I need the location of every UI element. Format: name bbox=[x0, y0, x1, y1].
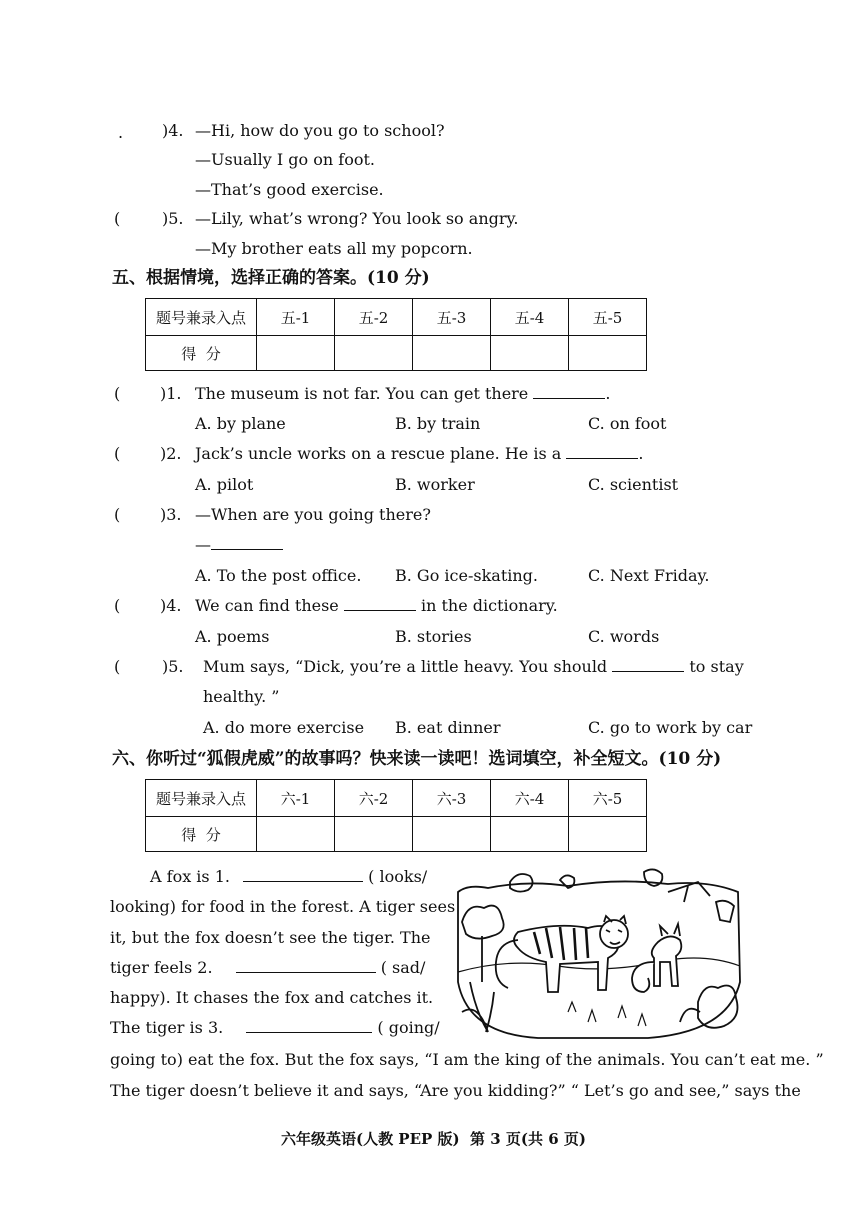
answer-blank[interactable] bbox=[243, 867, 363, 882]
score-table bbox=[145, 298, 647, 371]
option-b: B. Go ice-skating. bbox=[395, 566, 539, 585]
dialogue-line: —My brother eats all my popcorn. bbox=[195, 239, 473, 258]
score-cell[interactable] bbox=[491, 336, 569, 371]
table-header-label: 题号兼录入点 bbox=[146, 299, 257, 336]
option-c: C. on foot bbox=[588, 414, 667, 433]
score-cell[interactable] bbox=[569, 817, 647, 852]
answer-blank[interactable] bbox=[344, 596, 416, 611]
question-stem: Jack’s uncle works on a rescue plane. He is a . bbox=[195, 444, 644, 463]
answer-paren: ( bbox=[114, 657, 121, 676]
score-cell[interactable] bbox=[335, 817, 413, 852]
question-stem: Mum says, “Dick, you’re a little heavy. You should to stay bbox=[203, 657, 744, 676]
section-heading: 五、根据情境，选择正确的答案。(10 分) bbox=[112, 268, 430, 288]
table-col: 五-5 bbox=[569, 299, 647, 336]
passage-line: The tiger is 3. ( going/ bbox=[110, 1018, 440, 1037]
passage-line: tiger feels 2. ( sad/ bbox=[110, 958, 426, 977]
passage-line: looking) for food in the forest. A tiger sees bbox=[110, 897, 456, 916]
option-b: B. worker bbox=[395, 475, 475, 494]
score-table bbox=[145, 779, 647, 852]
score-cell[interactable] bbox=[413, 336, 491, 371]
table-col: 五-4 bbox=[491, 299, 569, 336]
table-col: 六-5 bbox=[569, 780, 647, 817]
dialogue-line: —Usually I go on foot. bbox=[195, 150, 375, 169]
question-stem: —When are you going there? bbox=[195, 505, 431, 524]
answer-paren: ( bbox=[114, 444, 121, 463]
answer-paren: ( bbox=[114, 505, 121, 524]
question-number: )4. bbox=[162, 121, 184, 140]
answer-paren: ( bbox=[114, 209, 121, 228]
option-b: B. by train bbox=[395, 414, 481, 433]
score-cell[interactable] bbox=[335, 336, 413, 371]
dialogue-line: —That’s good exercise. bbox=[195, 180, 384, 199]
option-a: A. To the post office. bbox=[195, 566, 362, 585]
question-stem: The museum is not far. You can get there . bbox=[195, 384, 611, 403]
question-number: )5. bbox=[162, 657, 184, 676]
table-col: 五-2 bbox=[335, 299, 413, 336]
question-number: )1. bbox=[160, 384, 182, 403]
answer-paren: ( bbox=[114, 596, 121, 615]
score-cell[interactable] bbox=[413, 817, 491, 852]
answer-blank[interactable] bbox=[612, 657, 684, 672]
answer-blank[interactable] bbox=[236, 958, 376, 973]
passage-line: going to) eat the fox. But the fox says, “I am the king of the animals. You can’t eat me. ” bbox=[110, 1050, 824, 1069]
option-c: C. go to work by car bbox=[588, 718, 753, 737]
answer-blank[interactable] bbox=[533, 384, 605, 399]
table-col: 六-1 bbox=[257, 780, 335, 817]
answer-line: — bbox=[195, 535, 283, 555]
dialogue-line: —Hi, how do you go to school? bbox=[195, 121, 445, 140]
answer-blank[interactable] bbox=[211, 535, 283, 550]
table-col: 五-1 bbox=[257, 299, 335, 336]
answer-paren: . bbox=[118, 123, 124, 142]
answer-paren: ( bbox=[114, 384, 121, 403]
score-label: 得 分 bbox=[146, 336, 257, 371]
fox-and-tiger-illustration bbox=[448, 862, 750, 1044]
table-header-label: 题号兼录入点 bbox=[146, 780, 257, 817]
option-b: B. eat dinner bbox=[395, 718, 501, 737]
score-cell[interactable] bbox=[257, 336, 335, 371]
passage-line: it, but the fox doesn’t see the tiger. The bbox=[110, 928, 431, 947]
dialogue-line: —Lily, what’s wrong? You look so angry. bbox=[195, 209, 519, 228]
section-heading: 六、你听过“狐假虎威”的故事吗？快来读一读吧！选词填空，补全短文。(10 分) bbox=[112, 749, 722, 769]
passage-line: happy). It chases the fox and catches it. bbox=[110, 988, 434, 1007]
table-col: 六-3 bbox=[413, 780, 491, 817]
score-cell[interactable] bbox=[491, 817, 569, 852]
page-footer: 六年级英语(人教 PEP 版) 第 3 页(共 6 页) bbox=[280, 1130, 587, 1148]
question-number: )2. bbox=[160, 444, 182, 463]
option-a: A. poems bbox=[195, 627, 270, 646]
answer-blank[interactable] bbox=[246, 1018, 372, 1033]
table-col: 六-2 bbox=[335, 780, 413, 817]
option-a: A. do more exercise bbox=[203, 718, 365, 737]
option-c: C. scientist bbox=[588, 475, 679, 494]
score-cell[interactable] bbox=[257, 817, 335, 852]
score-cell[interactable] bbox=[569, 336, 647, 371]
answer-blank[interactable] bbox=[566, 444, 638, 459]
score-label: 得 分 bbox=[146, 817, 257, 852]
table-col: 六-4 bbox=[491, 780, 569, 817]
option-c: C. Next Friday. bbox=[588, 566, 710, 585]
table-col: 五-3 bbox=[413, 299, 491, 336]
question-number: )5. bbox=[162, 209, 184, 228]
option-b: B. stories bbox=[395, 627, 472, 646]
option-c: C. words bbox=[588, 627, 660, 646]
question-number: )4. bbox=[160, 596, 182, 615]
option-a: A. by plane bbox=[195, 414, 286, 433]
passage-line: The tiger doesn’t believe it and says, “Are you kidding?” “ Let’s go and see,” says the bbox=[110, 1081, 801, 1100]
option-a: A. pilot bbox=[195, 475, 254, 494]
passage-line: A fox is 1. ( looks/ bbox=[150, 867, 428, 886]
question-stem-line2: healthy. ” bbox=[203, 687, 280, 706]
question-number: )3. bbox=[160, 505, 182, 524]
question-stem: We can find these in the dictionary. bbox=[195, 596, 558, 615]
